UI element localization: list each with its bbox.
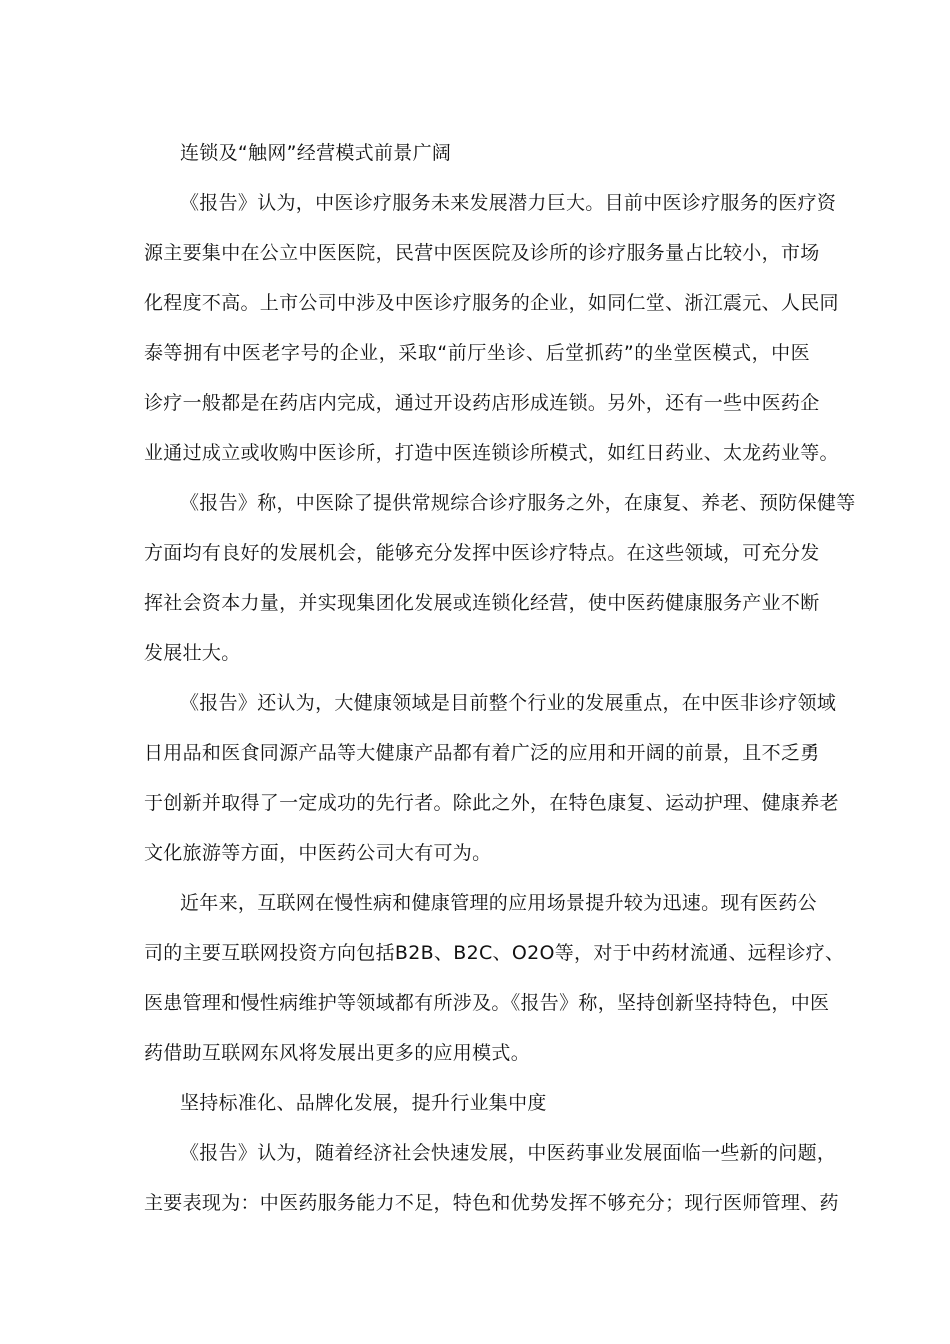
- paragraph-line: 源主要集中在公立中医医院，民营中医医院及诊所的诊疗服务量占比较小，市场: [144, 242, 820, 264]
- paragraph-line: 文化旅游等方面，中医药公司大有可为。: [144, 842, 492, 864]
- paragraph-line: 主要表现为：中医药服务能力不足，特色和优势发挥不够充分；现行医师管理、药: [144, 1192, 839, 1214]
- paragraph-line: 诊疗一般都是在药店内完成，通过开设药店形成连锁。另外，还有一些中医药企: [144, 392, 820, 414]
- paragraph-line: 业通过成立或收购中医诊所，打造中医连锁诊所模式，如红日药业、太龙药业等。: [144, 442, 839, 464]
- paragraph-line: 化程度不高。上市公司中涉及中医诊疗服务的企业，如同仁堂、浙江震元、人民同: [144, 292, 839, 314]
- section-heading-chain-and-internet: 连锁及“触网”经营模式前景广阔: [180, 142, 452, 164]
- paragraph-line: 近年来，互联网在慢性病和健康管理的应用场景提升较为迅速。现有医药公: [180, 892, 817, 914]
- paragraph-line: 医患管理和慢性病维护等领域都有所涉及。《报告》称，坚持创新坚持特色，中医: [144, 992, 830, 1014]
- paragraph-line: 《报告》还认为，大健康领域是目前整个行业的发展重点，在中医非诊疗领域: [180, 692, 837, 714]
- document-page: [144, 128, 856, 1228]
- paragraph-line: 于创新并取得了一定成功的先行者。除此之外，在特色康复、运动护理、健康养老: [144, 792, 839, 814]
- section-heading-standardization: 坚持标准化、品牌化发展，提升行业集中度: [180, 1092, 547, 1114]
- paragraph-line: 发展壮大。: [144, 642, 241, 664]
- paragraph-line: 司的主要互联网投资方向包括B2B、B2C、O2O等，对于中药材流通、远程诊疗、: [144, 942, 845, 964]
- paragraph-line: 日用品和医食同源产品等大健康产品都有着广泛的应用和开阔的前景，且不乏勇: [144, 742, 820, 764]
- paragraph-line: 《报告》认为，中医诊疗服务未来发展潜力巨大。目前中医诊疗服务的医疗资: [180, 192, 837, 214]
- paragraph-line: 挥社会资本力量，并实现集团化发展或连锁化经营，使中医药健康服务产业不断: [144, 592, 820, 614]
- paragraph-line: 药借助互联网东风将发展出更多的应用模式。: [144, 1042, 531, 1064]
- paragraph-line: 《报告》认为，随着经济社会快速发展，中医药事业发展面临一些新的问题，: [180, 1142, 837, 1164]
- paragraph-line: 泰等拥有中医老字号的企业，采取“前厅坐诊、后堂抓药”的坐堂医模式，中医: [144, 342, 810, 364]
- paragraph-line: 方面均有良好的发展机会，能够充分发挥中医诊疗特点。在这些领域，可充分发: [144, 542, 820, 564]
- paragraph-line: 《报告》称，中医除了提供常规综合诊疗服务之外，在康复、养老、预防保健等: [180, 492, 856, 514]
